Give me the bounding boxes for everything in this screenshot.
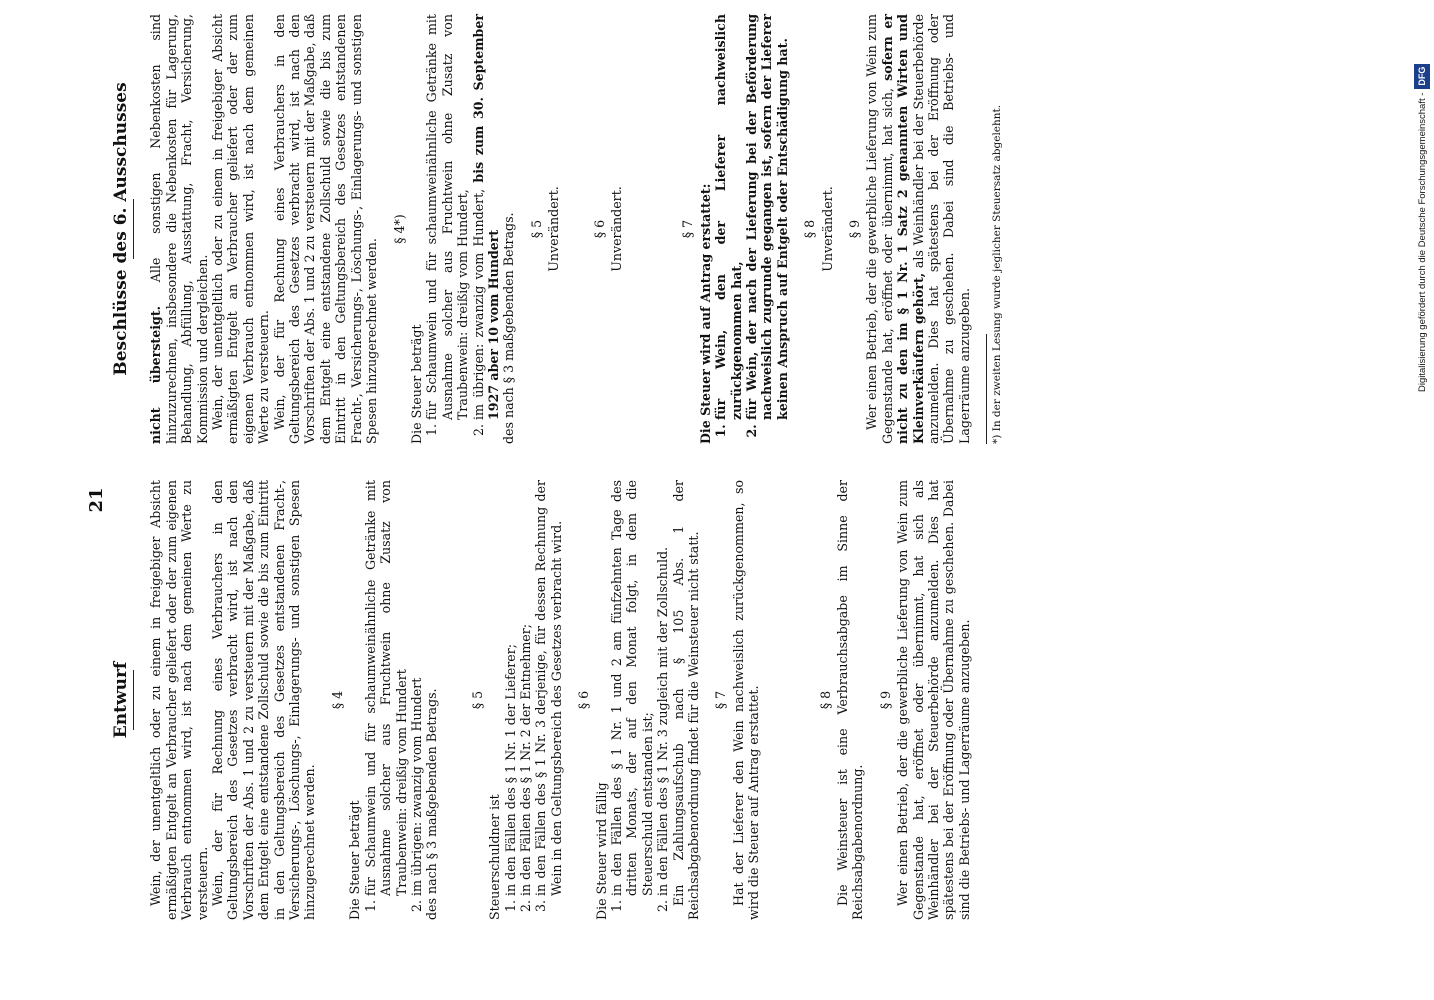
heading-rule [133,199,134,259]
unchanged-note: Unverändert. [608,186,624,272]
paragraph: Wein, der für Rechnung eines Verbrauchers in den Geltungsbereich des Gesetzes verbracht wird, ist nach den Vorschriften der Abs. 1 und 2 zu versteuern mit der Maßgabe, daß dem Entgelt eine entstandene Zollschuld sowie die bis zum Eintritt in den Geltungsbereich des Gesetzes entstandenen Fracht-, Versicherungs-, Löschungs-, Einlagerungs- und sonstigen Spesen hinzugerechnet werden. [210,480,318,920]
unchanged-note: Unverändert. [819,186,835,272]
list-item: 1. für Schaumwein und für schaumweinähnliche Getränke mit Ausnahme solcher aus Fruchtwein ohne Zusatz von Traubenwein: dreißig vom Hundert, [424,14,470,420]
column-beschluesse [110,14,1004,444]
paragraph [148,14,210,444]
bold-phrase: bis zum 30. September 1927 aber 10 vom Hundert [470,13,501,420]
heading-rule [133,670,134,730]
list-item: 1. für Wein, den der Lieferer nachweislich zurückgenommen hat, [713,14,744,420]
section-heading: § 4*) [391,214,407,244]
paragraph [864,14,972,444]
footnote: *) In der zweiten Lesung wurde jeglicher Steuersatz abgelehnt. [991,104,1004,444]
list-item [471,14,502,420]
list-item-text: im übrigen: zwanzig vom Hundert, [470,182,486,420]
paragraph: Die Weinsteuer ist eine Verbrauchsabgabe im Sinne der Reichsabgabenordnung. [835,480,866,920]
section-intro: Die Steuer beträgt [347,800,363,920]
column-heading-entwurf: Entwurf [111,661,131,739]
credit-text: Digitalisierung gefördert durch die Deutsche Forschungsgemeinschaft - [1417,92,1428,392]
section-heading: § 5 [528,219,544,239]
paragraph: Wer einen Betrieb, der die gewerbliche Lieferung von Wein zum Gegenstande hat, eröffnet oder übernimmt, hat sich als Weinhändler bei der Steuerbehörde anzumelden. Dies hat spätestens bei der Eröffnung oder Übernahme zu geschehen. Dabei sind die Betriebs- und Lagerräume anzugeben. [895,480,972,920]
digitization-credit [1414,10,1430,392]
section-intro: Die Steuer beträgt [408,324,424,444]
paragraph: Hat der Lieferer den Wein nachweislich zurückgenommen, so wird die Steuer auf Antrag erstattet. [730,480,762,920]
dfg-logo: DFG [1414,64,1430,89]
section-intro: Steuerschuldner ist [487,794,503,920]
footnote-rule [986,334,987,444]
paragraph: Wein, der unentgeltlich oder zu einem in freigebiger Absicht ermäßigten Entgelt an Verbraucher geliefert oder der zum eigenen Verbrauch entnommen wird, ist nach dem gemeinen Werte zu versteuern. [148,480,210,920]
section-heading: § 6 [591,219,607,239]
section-heading: § 9 [877,690,893,710]
list-item: 2. in den Fällen des § 1 Nr. 2 der Entnehmer; [518,480,533,896]
section-heading: § 5 [469,690,485,710]
list-item: 1. für Schaumwein und für schaumweinähnliche Getränke mit Ausnahme solcher aus Fruchtwein ohne Zusatz von Traubenwein: dreißig vom Hundert [363,480,409,896]
bold-phrase: sofern er nicht zu den im § 1 Nr. 1 Satz 2 genannten Wirten und Kleinverkäufern gehört, [879,14,926,444]
paragraph-text: als Weinhändler bei der Steuerbehörde anzumelden. Dies hat spätestens bei der Eröffnung oder Übernahme zu geschehen. Dabei sind die Betriebs- und Lagerräume anzugeben. [910,14,972,444]
column-heading-beschluesse: Beschlüsse des 6. Ausschusses [111,82,131,376]
paragraph-text: Alle sonstigen Nebenkosten sind hinzuzurechnen, insbesondere die Nebenkosten für Lagerung, Behandlung, Abfüllung, Ausstattung, Fracht, Versicherung, Kommission und dergleichen. [148,14,210,444]
list-item: 2. für Wein, der nach der Lieferung bei der Beförderung nachweislich zugrunde gegangen ist, sofern der Lieferer keinen Anspruch auf Entgelt oder Entschädigung hat. [744,14,790,420]
section-tail: des nach § 3 maßgebenden Betrags. [501,212,517,444]
section-heading: § 8 [817,690,833,710]
list-item: 1. in den Fällen des § 1 Nr. 1 und 2 am fünfzehnten Tage des dritten Monats, der auf den Monat folgt, in dem die Steuerschuld entstanden ist; [609,480,655,896]
paragraph: Wein, der für Rechnung eines Verbrauchers in den Geltungsbereich des Gesetzes verbracht wird, ist nach den Vorschriften der Abs. 1 und 2 zu versteuern mit der Maßgabe, daß dem Entgelt eine entstandene Zollschuld sowie die bis zum Eintritt in den Geltungsbereich des Gesetzes entstandenen Fracht-, Versicherungs-, Löschungs-, Einlagerungs- und sonstigen Spesen hinzugerechnet werden. [271,14,380,444]
list-item: 3. in den Fällen des § 1 Nr. 3 derjenige, für dessen Rechnung der Wein in den Geltungsbereich des Gesetzes verbracht wird. [533,480,564,896]
section-heading: § 8 [802,219,818,239]
paragraph: Ein Zahlungsaufschub nach § 105 Abs. 1 der Reichsabgabenordnung findet für die Weinsteuer nicht statt. [670,480,701,920]
bold-phrase: nicht übersteigt. [148,305,164,444]
section-heading: § 6 [576,690,592,710]
section-heading: § 4 [329,690,345,710]
paragraph-text: Wer einen Betrieb, der die gewerbliche Lieferung von Wein zum Gegenstande hat, eröffnet oder übernimmt, hat sich, [864,14,895,444]
column-entwurf [110,480,972,920]
unchanged-note: Unverändert. [546,186,562,272]
paragraph: Wein, der unentgeltlich oder zu einem in freigebiger Absicht ermäßigten Entgelt an Verbraucher geliefert oder der zum eigenen Verbrauch entnommen wird, ist nach dem gemeinen Werte zu versteuern. [210,14,272,444]
list-item: 2. in den Fällen des § 1 Nr. 3 zugleich mit der Zollschuld. [655,480,670,896]
page-number: 21 [86,487,107,513]
section-heading: § 7 [713,690,729,710]
section-intro: Die Steuer wird auf Antrag erstattet: [697,183,713,444]
list-item: 2. im übrigen: zwanzig vom Hundert [409,480,424,896]
section-tail: des nach § 3 maßgebenden Betrags. [424,688,440,920]
section-heading: § 9 [847,219,863,239]
section-intro: Die Steuer wird fällig [593,782,609,920]
section-heading: § 7 [680,219,696,239]
list-item: 1. in den Fällen des § 1 Nr. 1 der Lieferer; [503,480,518,896]
